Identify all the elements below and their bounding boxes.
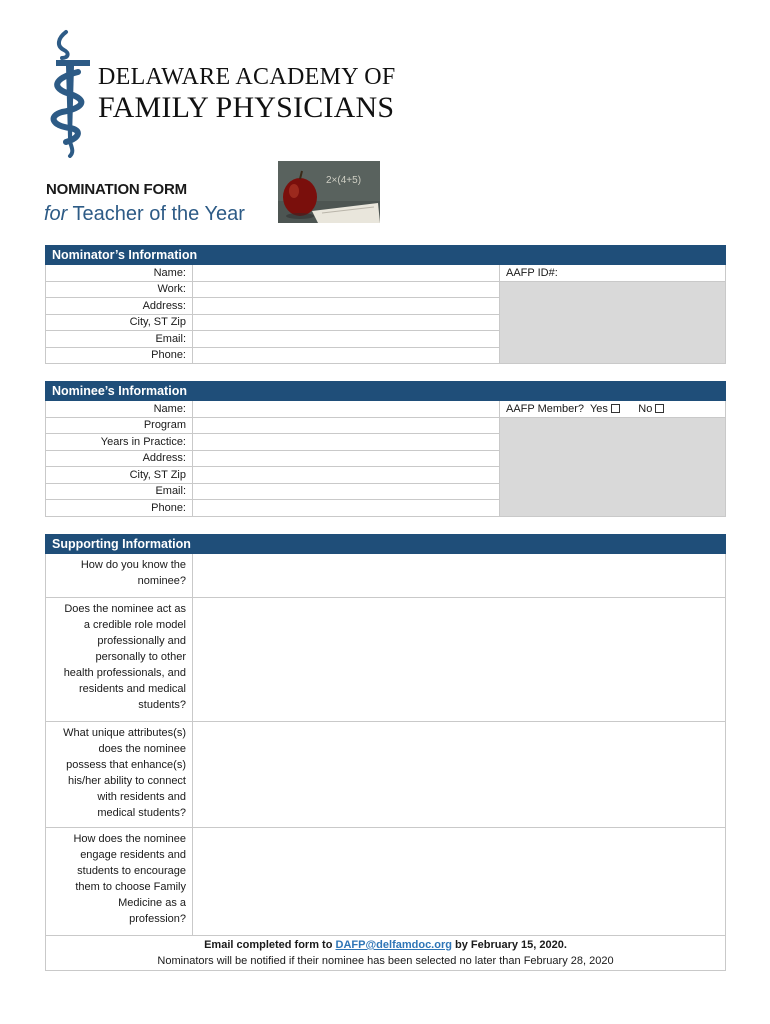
nominee-phone-field[interactable]	[193, 500, 500, 517]
aafp-id-label: AAFP ID#:	[506, 266, 558, 279]
no-label: No	[638, 402, 653, 415]
nominator-name-label: Name:	[46, 265, 193, 282]
nominator-email-label: Email:	[46, 331, 193, 348]
nominator-city-label: City, ST Zip	[46, 314, 193, 331]
nominator-section-header: Nominator’s Information	[46, 246, 726, 265]
email-link[interactable]: DAFP@delfamdoc.org	[335, 939, 452, 951]
nominee-city-label: City, ST Zip	[46, 467, 193, 484]
nominator-city-field[interactable]	[193, 314, 500, 331]
form-footer	[46, 936, 726, 971]
supporting-section-header: Supporting Information	[46, 535, 726, 554]
logo-name-line2: FAMILY PHYSICIANS	[98, 91, 395, 124]
aafp-member-label: AAFP Member?	[506, 402, 585, 415]
form-title: NOMINATION FORM	[46, 181, 187, 198]
nominee-years-field[interactable]	[193, 434, 500, 451]
nominee-address-field[interactable]	[193, 450, 500, 467]
question-role-model: Does the nominee act as a credible role model professionally and personally to other health professionals, and residents and medical students?	[46, 598, 193, 722]
subtitle-text: Teacher of the Year	[67, 203, 245, 225]
nominee-program-field[interactable]	[193, 417, 500, 434]
nominator-phone-field[interactable]	[193, 347, 500, 364]
supporting-section	[45, 534, 726, 971]
organization-logo	[44, 28, 396, 158]
answer-unique-attributes[interactable]	[193, 722, 726, 828]
nominator-phone-label: Phone:	[46, 347, 193, 364]
nominee-email-label: Email:	[46, 483, 193, 500]
submission-pre: Email completed form to	[204, 939, 336, 951]
logo-name-line1: DELAWARE ACADEMY OF	[98, 64, 396, 90]
nominator-address-label: Address:	[46, 298, 193, 315]
nominee-years-label: Years in Practice:	[46, 434, 193, 451]
nominator-name-field[interactable]	[193, 265, 500, 282]
nominee-program-label: Program	[46, 417, 193, 434]
nominator-section	[45, 245, 726, 364]
submission-post: by February 15, 2020.	[451, 939, 567, 951]
nominator-shaded-area	[500, 281, 726, 364]
question-engage-residents: How does the nominee engage residents and students to encourage them to choose Family Medicine as a profession?	[46, 828, 193, 936]
submission-instructions	[50, 937, 721, 953]
aafp-id-field[interactable]	[500, 265, 726, 282]
question-unique-attributes: What unique attributes(s) does the nominee possess that enhance(s) his/her ability to connect with residents and medical students?	[46, 722, 193, 828]
form-subtitle	[44, 203, 245, 226]
no-checkbox[interactable]	[655, 404, 664, 413]
subtitle-for: for	[44, 203, 68, 225]
nominee-name-field[interactable]	[193, 401, 500, 418]
yes-label: Yes	[589, 402, 608, 415]
nominee-name-label: Name:	[46, 401, 193, 418]
aafp-member-row	[500, 401, 726, 418]
caduceus-logo-icon	[44, 28, 96, 158]
svg-text:2×(4+5): 2×(4+5)	[326, 175, 362, 186]
nominator-address-field[interactable]	[193, 298, 500, 315]
nominator-work-field[interactable]	[193, 281, 500, 298]
nominee-shaded-area	[500, 417, 726, 516]
answer-engage-residents[interactable]	[193, 828, 726, 936]
nominee-email-field[interactable]	[193, 483, 500, 500]
nominator-work-label: Work:	[46, 281, 193, 298]
nominee-section-header: Nominee’s Information	[46, 382, 726, 401]
yes-checkbox[interactable]	[611, 404, 620, 413]
apple-chalkboard-image	[278, 161, 380, 223]
nominee-address-label: Address:	[46, 450, 193, 467]
nominator-email-field[interactable]	[193, 331, 500, 348]
nominee-phone-label: Phone:	[46, 500, 193, 517]
nominee-section	[45, 381, 726, 517]
nominee-city-field[interactable]	[193, 467, 500, 484]
notification-note: Nominators will be notified if their nominee has been selected no later than February 28, 2020	[157, 955, 614, 967]
answer-know-nominee[interactable]	[193, 554, 726, 598]
answer-role-model[interactable]	[193, 598, 726, 722]
question-know-nominee: How do you know the nominee?	[46, 554, 193, 598]
